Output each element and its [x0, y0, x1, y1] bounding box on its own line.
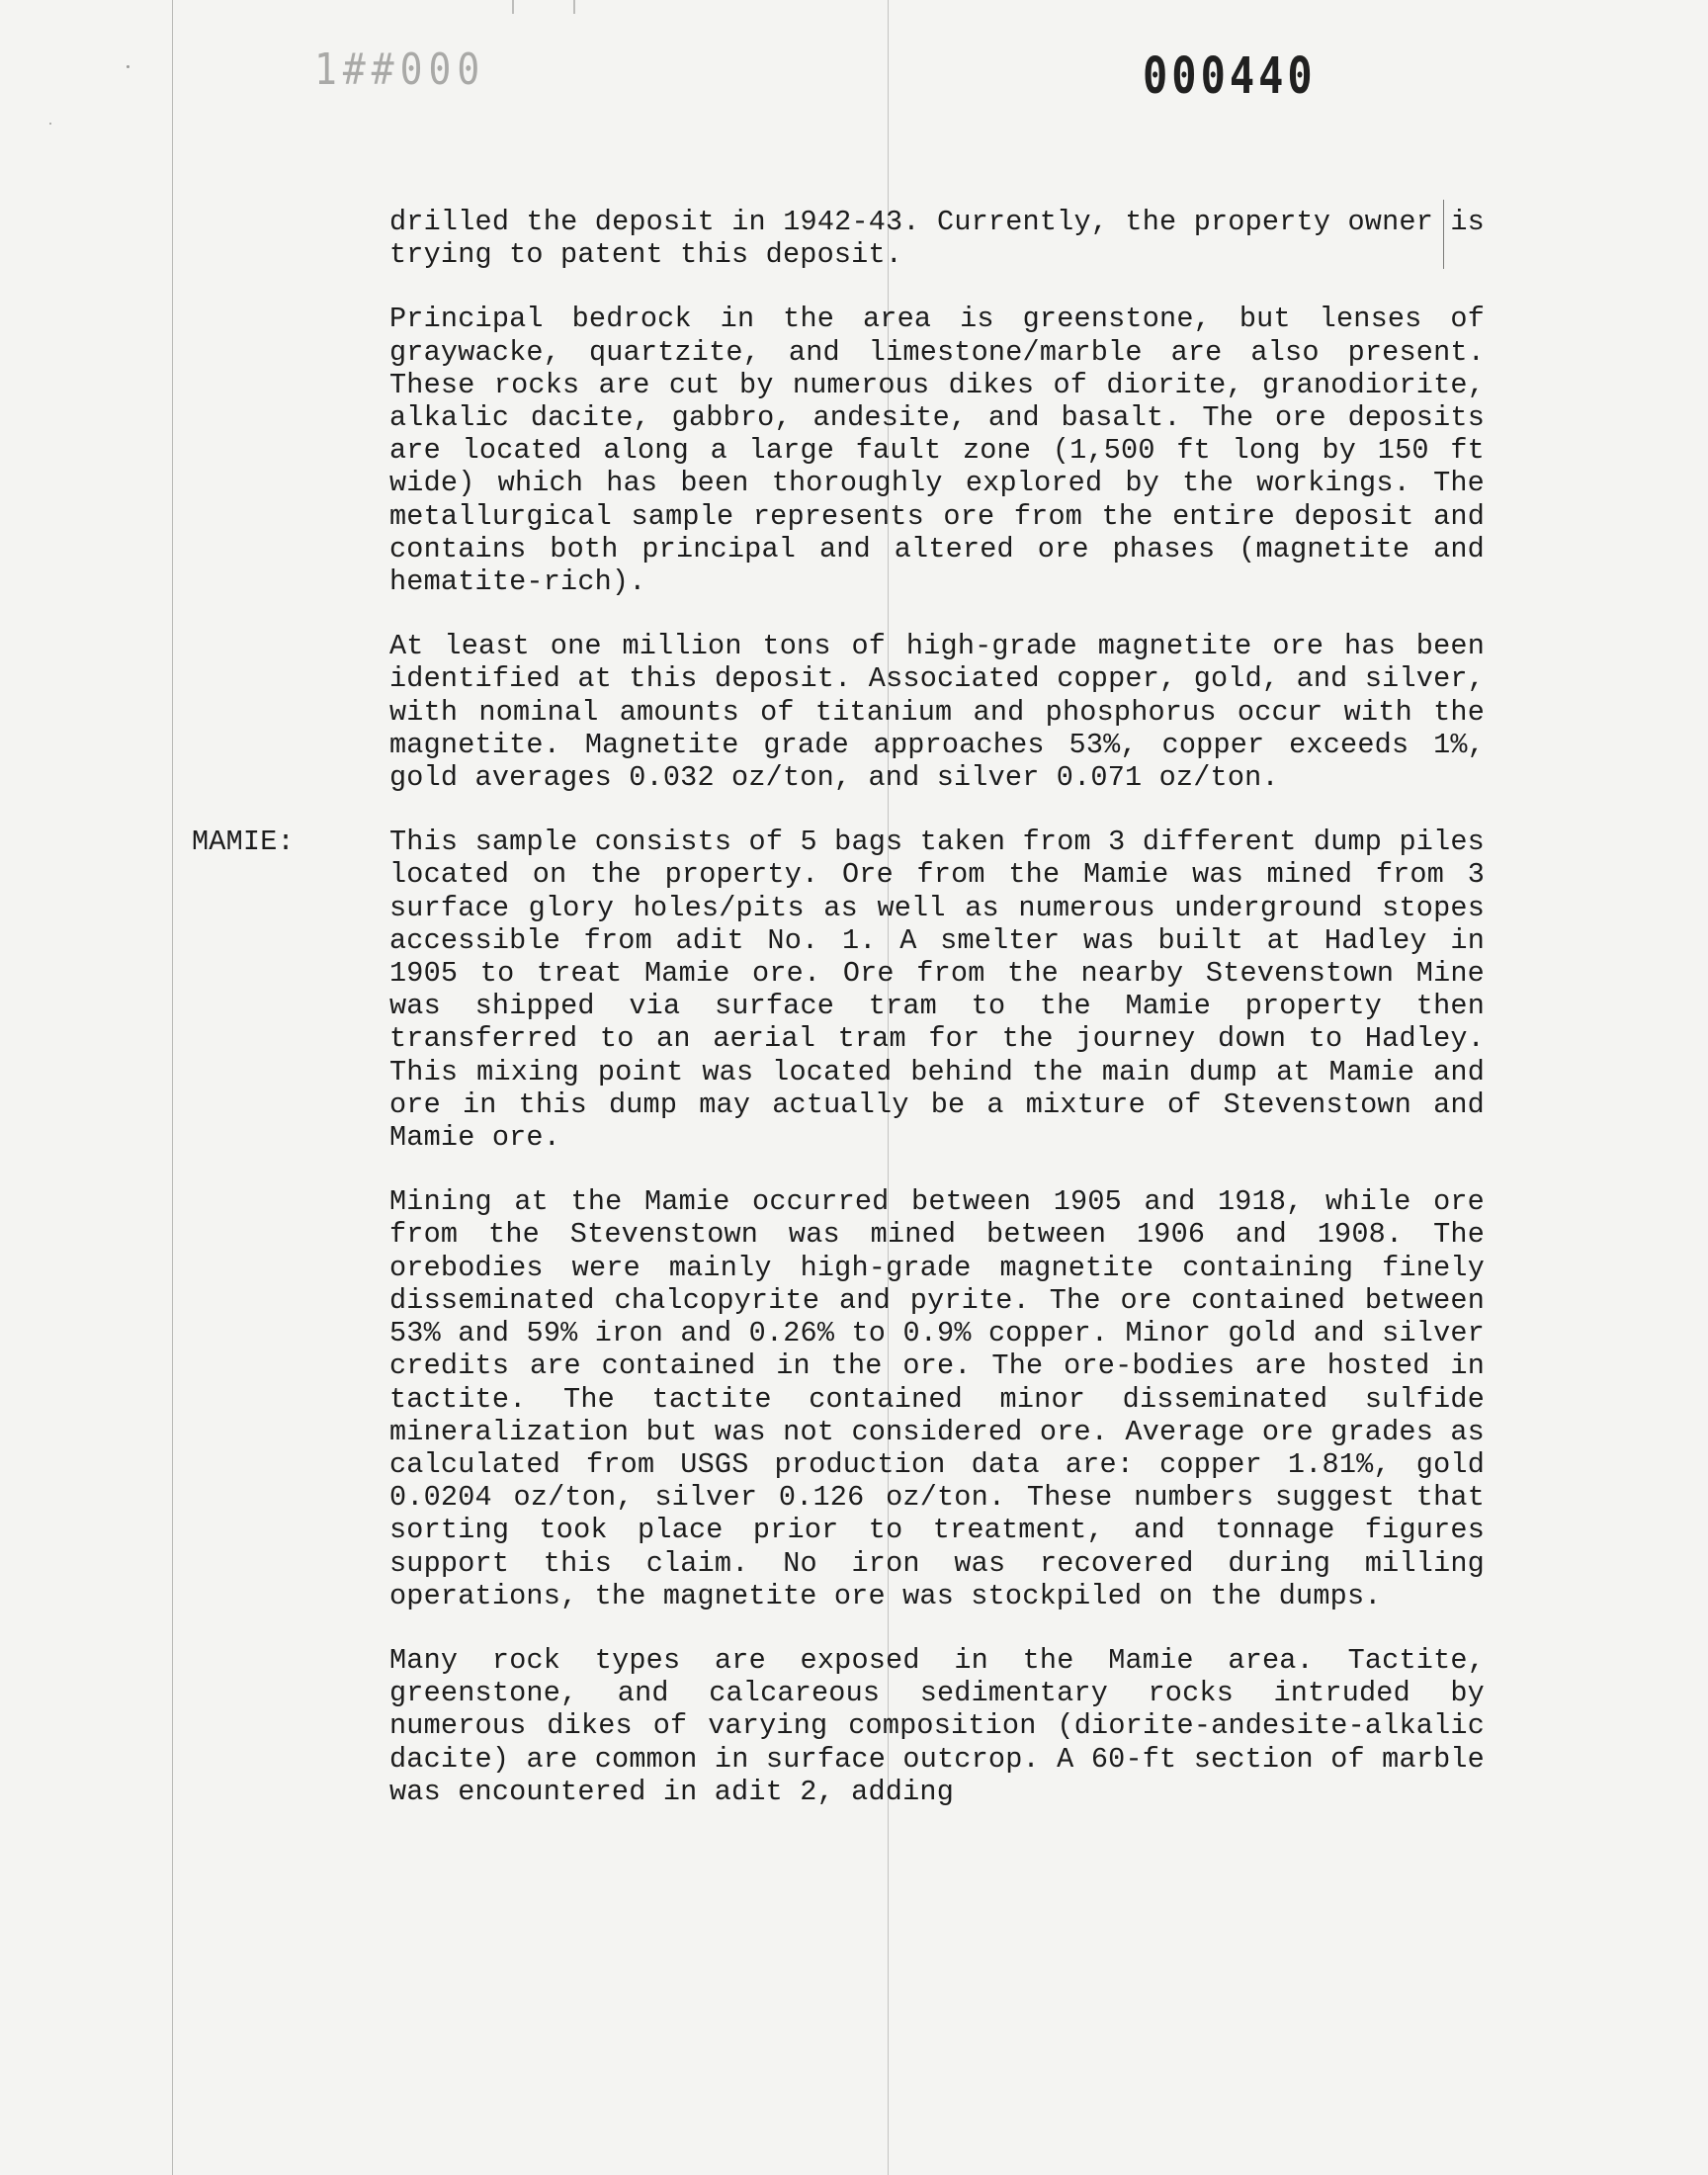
paragraph: At least one million tons of high-grade magnetite ore has been identified at this deposit. Associated copper, gold, and silver, with nominal amounts of titanium and phosphorus occur with the magnetite. Magnetite grade approaches 53%, copper exceeds 1%, gold averages 0.032 oz/ton, and silver 0.071 oz/ton. — [389, 630, 1485, 795]
scan-speck — [127, 65, 129, 68]
paragraph: Many rock types are exposed in the Mamie area. Tactite, greenstone, and calcareous sedimentary rocks intruded by numerous dikes of varying composition (diorite-andesite-alkalic dacite) are common in surface outcrop. A 60-ft section of marble was encountered in adit 2, adding — [389, 1643, 1485, 1808]
paragraph-row — [389, 1644, 1485, 1808]
scan-top-marks — [512, 0, 575, 14]
paragraph: Principal bedrock in the area is greenstone, but lenses of graywacke, quartzite, and limestone/marble are also present. These rocks are cut by numerous dikes of diorite, granodiorite, alkalic dacite, gabbro, andesite, and basalt. The ore deposits are located along a large fault zone (1,500 ft long by 150 ft wide) which has been thoroughly explored by the workings. The metallurgical sample represents ore from the entire deposit and contains both principal and altered ore phases (magnetite and hematite-rich). — [389, 303, 1485, 599]
paragraph-row — [389, 630, 1485, 794]
bates-number: 000440 — [1143, 46, 1317, 105]
faint-page-stamp: 1##000 — [314, 44, 486, 95]
paragraph-row — [389, 206, 1485, 271]
section-label: MAMIE: — [192, 826, 295, 859]
document-body — [192, 206, 1485, 1840]
paragraph-row — [389, 303, 1485, 598]
paragraph-row — [192, 826, 1485, 1155]
paragraph: This sample consists of 5 bags taken from 3 different dump piles located on the property. Ore from the Mamie was mined from 3 surface glory holes/pits as well as numerous underground stopes accessible from adit No. 1. A smelter was built at Hadley in 1905 to treat Mamie ore. Ore from the nearby Stevenstown Mine was shipped via surface tram to the Mamie property then transferred to an aerial tram for the journey down to Hadley. This mixing point was located behind the main dump at Mamie and ore in this dump may actually be a mixture of Stevenstown and Mamie ore. — [389, 826, 1485, 1155]
scan-speck — [49, 123, 51, 125]
paragraph: Mining at the Mamie occurred between 1905 and 1918, while ore from the Stevenstown was mined between 1906 and 1908. The orebodies were mainly high-grade magnetite containing finely disseminated chalcopyrite and pyrite. The ore contained between 53% and 59% iron and 0.26% to 0.9% copper. Minor gold and silver credits are contained in the ore. The ore-bodies are hosted in tactite. The tactite contained minor disseminated sulfide mineralization but was not considered ore. Average ore grades as calculated from USGS production data are: copper 1.81%, gold 0.0204 oz/ton, silver 0.126 oz/ton. These numbers suggest that sorting took place prior to treatment, and tonnage figures support this claim. No iron was recovered during milling operations, the magnetite ore was stockpiled on the dumps. — [389, 1185, 1485, 1612]
paragraph: drilled the deposit in 1942-43. Currently, the property owner is trying to patent this deposit. — [389, 206, 1485, 272]
paragraph-row — [389, 1185, 1485, 1612]
scan-fold-line-left — [172, 0, 173, 2175]
